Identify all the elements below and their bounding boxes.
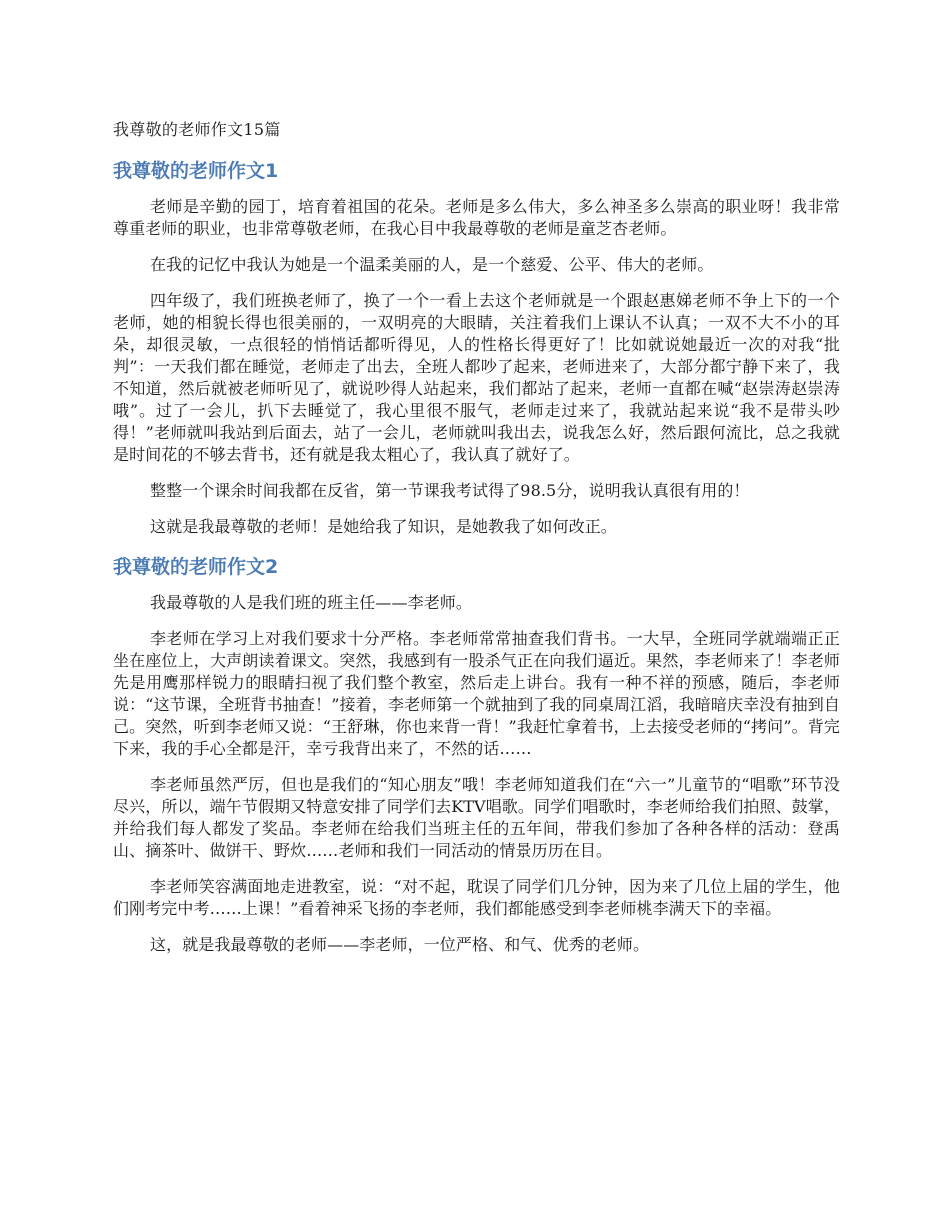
paragraph: 李老师在学习上对我们要求十分严格。李老师常常抽查我们背书。一大早，全班同学就端端正正坐在座位上，大声朗读着课文。突然，我感到有一股杀气正在向我们逼近。果然，李老师来了！李老师先是用鹰那样锐力的眼睛扫视了我们整个教室，然后走上讲台。我有一种不祥的预感，随后，李老师说：“这节课，全班背书抽查！”接着，李老师第一个就抽到了我的同桌周江滔，我暗暗庆幸没有抽到自己。突然，听到李老师又说：“王舒琳，你也来背一背！”我赶忙拿着书，上去接受老师的“拷问”。背完下来，我的手心全都是汗，幸亏我背出来了，不然的话…… (113, 629, 840, 758)
paragraph: 李老师虽然严厉，但也是我们的“知心朋友”哦！李老师知道我们在“六一”儿童节的“唱歌”环节没尽兴，所以，端午节假期又特意安排了同学们去KTV唱歌。同学们唱歌时，李老师给我们拍照、鼓掌，并给我们每人都发了奖品。李老师在给我们当班主任的五年间，带我们参加了各种各样的活动：登禹山、摘茶叶、做饼干、野炊……老师和我们一同活动的情景历历在目。 (113, 775, 840, 860)
document-page (113, 118, 840, 972)
essay-section-2 (113, 554, 840, 956)
document-title: 我尊敬的老师作文15篇 (113, 120, 281, 139)
paragraph: 四年级了，我们班换老师了，换了一个一看上去这个老师就是一个跟赵惠娣老师不争上下的一个老师，她的相貌长得也很美丽的，一双明亮的大眼睛，关注着我们上课认不认真；一双不大不小的耳朵，却很灵敏，一点很轻的悄悄话都听得见，人的性格长得更好了！比如就说她最近一次的对我“批判”：一天我们都在睡觉，老师走了出去，全班人都吵了起来，老师进来了，大部分都宁静下来了，我不知道，然后就被老师听见了，就说吵得人站起来，我们都站了起来，老师一直都在喊“赵崇涛赵崇涛哦”。过了一会儿，扒下去睡觉了，我心里很不服气，老师走过来了，我就站起来说“我不是带头吵得！”老师就叫我站到后面去，站了一会儿，老师就叫我出去，说我怎么好，然后跟何流比，总之我就是时间花的不够去背书，还有就是我太粗心了，我认真了就好了。 (113, 291, 840, 464)
paragraph: 我最尊敬的人是我们班的班主任——李老师。 (150, 593, 473, 612)
paragraph: 在我的记忆中我认为她是一个温柔美丽的人，是一个慈爱、公平、伟大的老师。 (150, 255, 714, 274)
paragraph: 李老师笑容满面地走进教室，说：“对不起，耽误了同学们几分钟，因为来了几位上届的学生，他们刚考完中考……上课！”看着神采飞扬的李老师，我们都能感受到李老师桃李满天下的幸福。 (113, 877, 840, 918)
section-heading: 我尊敬的老师作文2 (113, 556, 279, 578)
essay-section-1 (113, 158, 840, 538)
paragraph: 整整一个课余时间我都在反省，第一节课我考试得了98.5分，说明我认真很有用的！ (150, 481, 750, 500)
paragraph: 这，就是我最尊敬的老师——李老师，一位严格、和气、优秀的老师。 (150, 935, 650, 954)
section-heading: 我尊敬的老师作文1 (113, 160, 279, 182)
paragraph: 老师是辛勤的园丁，培育着祖国的花朵。老师是多么伟大，多么神圣多么崇高的职业呀！我非常尊重老师的职业，也非常尊敬老师，在我心目中我最尊敬的老师是童芝杏老师。 (113, 197, 840, 238)
paragraph: 这就是我最尊敬的老师！是她给我了知识，是她教我了如何改正。 (150, 517, 617, 536)
